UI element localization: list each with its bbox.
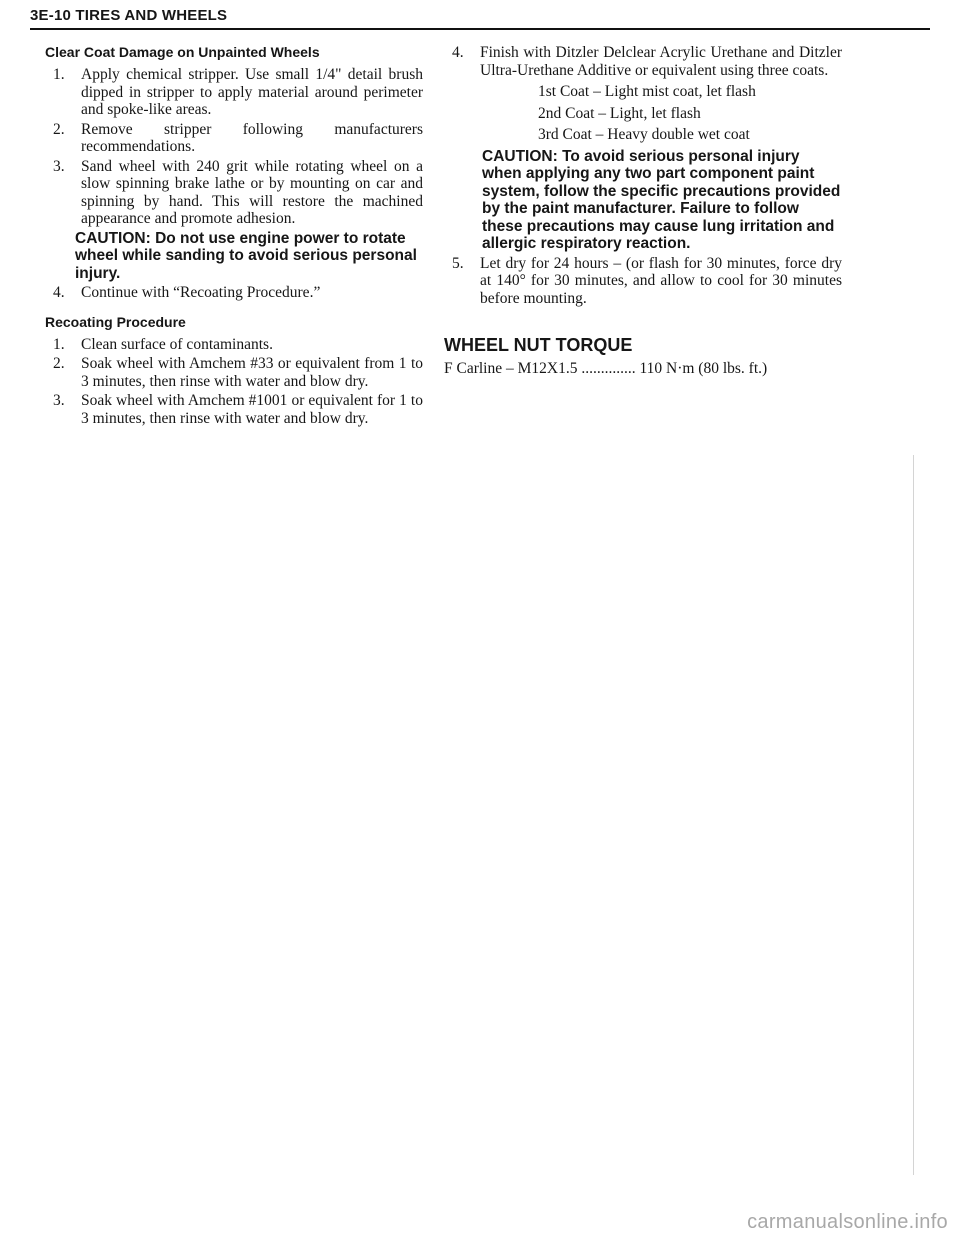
step-text: Sand wheel with 240 grit while rotating wheel on a slow spinning brake lathe or by mounting on car and spinning by hand. This will restore the machined appearance and promote adhesion. bbox=[81, 157, 423, 227]
wheel-nut-torque-heading: WHEEL NUT TORQUE bbox=[444, 335, 633, 355]
list-item bbox=[45, 284, 423, 302]
list-item bbox=[444, 255, 842, 308]
step-number: 2. bbox=[53, 355, 65, 372]
watermark: carmanualsonline.info bbox=[747, 1211, 948, 1233]
list-item bbox=[45, 336, 423, 354]
step-text: Soak wheel with Amchem #33 or equivalent from 1 to 3 minutes, then rinse with water and blow dry. bbox=[81, 355, 423, 390]
step-text: Apply chemical stripper. Use small 1/4" detail brush dipped in stripper to apply material around perimeter and spoke-like areas. bbox=[81, 66, 423, 118]
section-heading-clear-coat: Clear Coat Damage on Unpainted Wheels bbox=[45, 44, 320, 60]
coat-line: 2nd Coat – Light, let flash bbox=[538, 104, 701, 122]
step-number: 3. bbox=[53, 157, 65, 175]
list-item bbox=[45, 66, 423, 119]
recoating-steps-continued bbox=[444, 44, 842, 79]
step-text: Let dry for 24 hours – (or flash for 30 minutes, force dry at 140° for 30 minutes, and allow to cool for 30 minutes before mounting. bbox=[480, 254, 842, 307]
clear-coat-steps-continued bbox=[45, 284, 423, 302]
caution-engine-power: CAUTION: Do not use engine power to rotate wheel while sanding to avoid serious personal injury. bbox=[75, 229, 417, 282]
clear-coat-steps bbox=[45, 66, 423, 228]
step-text: Soak wheel with Amchem #1001 or equivalent for 1 to 3 minutes, then rinse with water and blow dry. bbox=[81, 392, 423, 427]
step-text: Continue with “Recoating Procedure.” bbox=[81, 284, 321, 301]
coat-line: 1st Coat – Light mist coat, let flash bbox=[538, 83, 756, 100]
step-number: 1. bbox=[53, 335, 65, 353]
caution-paint-system: CAUTION: To avoid serious personal injury when applying any two part component paint system, follow the specific precautions provided by the paint manufacturer. Failure to follow these precautions may cause lung irritation and allergic respiratory reaction. bbox=[482, 147, 841, 252]
coat-line: 3rd Coat – Heavy double wet coat bbox=[538, 126, 750, 143]
step-number: 2. bbox=[53, 120, 65, 138]
list-item bbox=[444, 44, 842, 79]
recoating-steps bbox=[45, 336, 423, 428]
recoating-step-five bbox=[444, 255, 842, 308]
right-column bbox=[444, 44, 842, 378]
torque-spec-line: F Carline – M12X1.5 .............. 110 N·m (80 lbs. ft.) bbox=[444, 360, 768, 377]
step-text: Finish with Ditzler Delclear Acrylic Urethane and Ditzler Ultra-Urethane Additive or equivalent using three coats. bbox=[480, 44, 842, 79]
left-column bbox=[45, 44, 423, 429]
list-item bbox=[45, 121, 423, 156]
step-text: Clean surface of contaminants. bbox=[81, 335, 273, 353]
step-text: Remove stripper following manufacturers recommendations. bbox=[81, 120, 423, 155]
scan-edge-line bbox=[913, 455, 914, 1175]
step-number: 1. bbox=[53, 66, 65, 83]
list-item bbox=[45, 355, 423, 390]
step-number: 4. bbox=[53, 284, 65, 301]
list-item bbox=[45, 158, 423, 228]
page-header bbox=[30, 6, 930, 30]
step-number: 5. bbox=[452, 254, 464, 272]
list-item bbox=[45, 392, 423, 427]
step-number: 4. bbox=[452, 44, 464, 61]
step-number: 3. bbox=[53, 392, 65, 409]
page-title: 3E-10 TIRES AND WHEELS bbox=[30, 7, 228, 24]
section-heading-recoating: Recoating Procedure bbox=[45, 313, 186, 330]
